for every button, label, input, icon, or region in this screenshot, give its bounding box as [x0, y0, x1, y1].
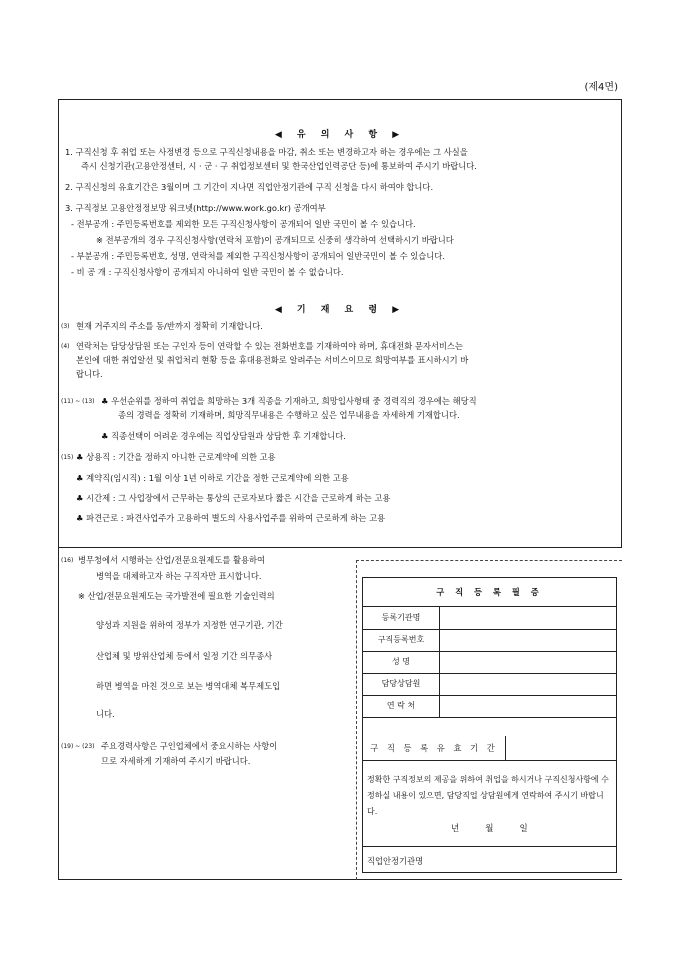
notice-line-6: ※ 전부공개의 경우 구직신청사항(연락처 포함)이 공개되므로 신중히 생각하여 선택하시기 바랍니다 [96, 235, 454, 245]
field-value[interactable] [440, 695, 616, 717]
guide-line-8: ♣ 상용직 : 기간을 정하지 아니한 근로계약에 의한 고용 [76, 452, 276, 462]
field-label: 연 락 처 [363, 695, 440, 717]
date-month: 월 [485, 824, 494, 834]
notice-line-2: 즉시 신청기관(고용안정센터, 시 · 군 · 구 취업정보센터 및 한국산업인력공단 등)에 통보하여 주시기 바랍니다. [81, 161, 477, 171]
field-name [363, 651, 616, 674]
guide-line-4: 랍니다. [76, 369, 103, 379]
guide-line-1: 현재 거주지의 주소를 동/반까지 정확히 기재합니다. [76, 321, 263, 331]
guide-line-9: ♣ 계약직(임시직) : 1월 이상 1년 이하로 기간을 정한 근로계약에 의한 고용 [76, 473, 349, 483]
career-line-2: 므로 자세하게 기재하여 주시기 바랍니다. [101, 756, 251, 766]
page-number: (제4면) [584, 82, 618, 93]
military-line-7: 니다. [96, 709, 115, 719]
military-line-5: 산업체 및 방위산업체 등에서 일정 기간 의무종사 [96, 651, 273, 661]
field-agency-name [363, 607, 616, 630]
guide-marker-11-13: (11) ~ (13) [61, 398, 95, 405]
guide-line-3: 본인에 대한 취업알선 및 취업처리 현황 등을 휴대용전화로 알려주는 서비스이므로 희망여부를 표시하시기 바 [76, 355, 469, 365]
field-value[interactable] [440, 673, 616, 695]
military-line-6: 하면 병역을 마친 것으로 보는 병역대체 복무제도입 [96, 681, 281, 691]
field-label: 담당상담원 [363, 673, 440, 695]
date-year: 년 [451, 824, 460, 834]
career-line-1: 주요경력사항은 구인업체에서 중요시하는 사항이 [101, 741, 278, 751]
guide-marker-15: (15) [61, 454, 74, 461]
notice-line-5: - 전부공개 : 주민등록번호를 제외한 모든 구직신청사항이 공개되어 일반 국민이 볼 수 있습니다. [71, 219, 416, 229]
certificate-notice: 정확한 구직정보의 제공을 위하여 취업을 하시거나 구직신청사항에 수정하실 내용이 있으면, 담당직업 상담원에게 연락하여 주시기 바랍니다. [367, 775, 609, 816]
military-marker: (16) [61, 557, 74, 564]
field-counselor [363, 673, 616, 696]
notice-line-4: 3. 구직정보 고용안정정보망 워크넷(http://www.work.go.kr) 공개여부 [65, 203, 326, 213]
certificate-title: 구 직 등 록 필 증 [363, 578, 616, 607]
notice-line-1: 1. 구직신청 후 취업 또는 사정변경 등으로 구직신청내용을 마감, 취소 또는 변경하고자 하는 경우에는 그 사실을 [65, 147, 468, 157]
field-label: 성 명 [363, 651, 440, 673]
guide-line-2: 연락처는 담당상담원 또는 구인자 등이 연락할 수 있는 전화번호를 기재하여야 하며, 휴대전화 문자서비스는 [76, 341, 463, 351]
guide-line-5: ♣ 우선순위를 정하여 취업을 희망하는 3개 직종을 기재하고, 희망입사형태 중 경력직의 경우에는 해당직 [101, 396, 477, 406]
field-registration-number [363, 629, 616, 652]
field-label: 등록기관명 [363, 607, 440, 629]
field-label: 구 직 등 록 유 효 기 간 [363, 736, 506, 760]
field-value[interactable] [440, 651, 616, 673]
field-value[interactable] [506, 736, 616, 760]
date-line [451, 822, 554, 834]
date-day: 일 [519, 824, 528, 834]
guide-marker-3: (3) [61, 323, 70, 330]
guide-title: ◀ 기 재 요 령 ▶ [274, 305, 406, 315]
guide-line-6: 종의 경력을 정확히 기재하며, 희망직무내용은 수행하고 싶은 업무내용을 자세하게 기재합니다. [118, 410, 460, 420]
notice-title: ◀ 유 의 사 항 ▶ [274, 130, 406, 140]
military-line-4: 양성과 지원을 위하여 정부가 지정한 연구기관, 기간 [96, 620, 283, 630]
field-label: 구직등록번호 [363, 629, 440, 651]
field-value[interactable] [440, 629, 616, 651]
military-line-2: 병역을 대체하고자 하는 구직자만 표시합니다. [96, 571, 262, 581]
registration-certificate [362, 577, 617, 873]
career-marker: (19) ~ (23) [61, 743, 95, 750]
military-line-1: 병무청에서 시행하는 산업/전문요원제도를 활용하여 [78, 555, 266, 565]
guide-marker-4: (4) [61, 343, 70, 350]
office-label: 직업안정기관명 [367, 856, 424, 866]
guide-line-11: ♣ 파견근로 : 파견사업주가 고용하여 별도의 사용사업주를 위하여 근로하게 하는 고용 [76, 513, 386, 523]
notice-line-8: - 비 공 개 : 구직신청사항이 공개되지 아니하여 일반 국민이 볼 수 없습니다. [71, 267, 344, 277]
cut-line-horizontal [356, 560, 622, 561]
guide-line-10: ♣ 시간제 : 그 사업장에서 근무하는 통상의 근로자보다 짧은 시간을 근로하게 하는 고용 [76, 493, 391, 503]
notice-line-7: - 부분공개 : 주민등록번호, 성명, 연락처를 제외한 구직신청사항이 공개되어 일반국민이 볼 수 있습니다. [71, 251, 445, 261]
office-row [363, 846, 616, 874]
guide-line-7: ♣ 직종선택이 어려운 경우에는 직업상담원과 상담한 후 기재합니다. [101, 431, 346, 441]
notice-line-3: 2. 구직신청의 유효기간은 3월이며 그 기간이 지나면 직업안정기관에 구직 신청을 다시 하여야 합니다. [65, 182, 434, 192]
field-validity-period [363, 736, 616, 761]
field-value[interactable] [440, 607, 616, 629]
field-contact [363, 695, 616, 718]
military-line-3: ※ 산업/전문요원제도는 국가발전에 필요한 기술인력의 [78, 591, 275, 601]
cut-line-vertical [356, 560, 357, 880]
